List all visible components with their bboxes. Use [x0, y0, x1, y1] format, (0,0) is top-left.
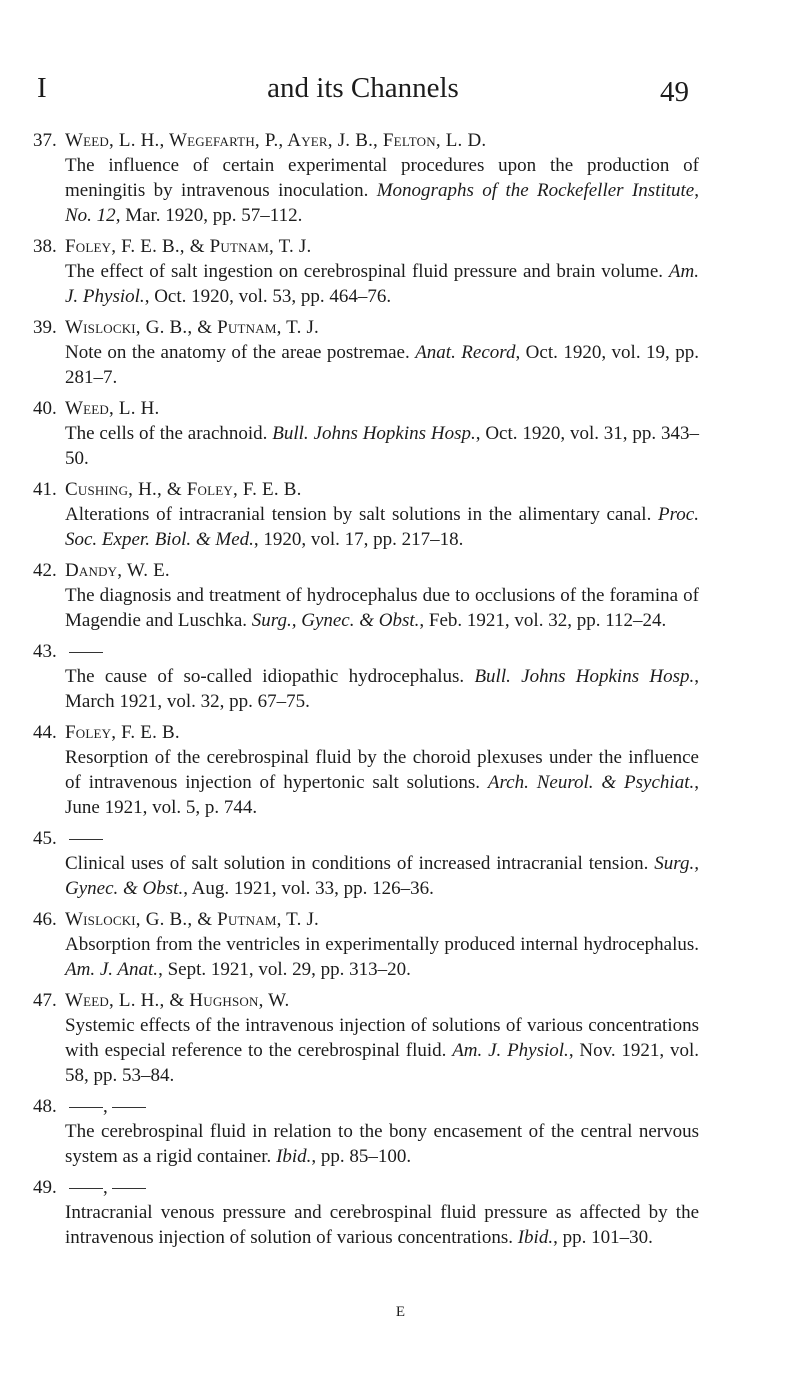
ditto-comma: , — [103, 1177, 108, 1198]
reference-authors — [65, 1176, 699, 1200]
reference-number: 47. — [33, 990, 57, 1011]
reference-number: 45. — [33, 828, 57, 849]
reference-title: The cells of the arachnoid. Bull. Johns Hopkins Hosp., Oct. 1920, vol. 31, pp. 343–50. — [65, 423, 699, 469]
reference-authors: Cushing, H., & Foley, F. E. B. — [65, 479, 302, 500]
reference-authors: Weed, L. H. — [65, 398, 160, 419]
reference-title: The influence of certain experimental procedures upon the production of meningitis by intravenous inoculation. Monographs of the Rockefeller Institute, No. 12, Mar. 1920, pp. 57–112. — [65, 155, 699, 226]
reference-title: Note on the anatomy of the areae postremae. Anat. Record, Oct. 1920, vol. 19, pp. 281–7. — [65, 342, 699, 388]
ditto-comma: , — [103, 1096, 108, 1117]
reference-title: Absorption from the ventricles in experimentally produced internal hydrocephalus. Am. J. Anat., Sept. 1921, vol. 29, pp. 313–20. — [65, 934, 699, 980]
reference-item — [33, 1176, 699, 1250]
reference-list — [33, 129, 699, 1257]
ditto-dash — [112, 1188, 146, 1189]
reference-title: Clinical uses of salt solution in conditions of increased intracranial tension. Surg., Gynec. & Obst., Aug. 1921, vol. 33, pp. 126–36. — [65, 853, 699, 899]
reference-item — [33, 129, 699, 228]
reference-item — [33, 316, 699, 390]
reference-item — [33, 397, 699, 471]
reference-item — [33, 827, 699, 901]
reference-title: The effect of salt ingestion on cerebrospinal fluid pressure and brain volume. Am. J. Physiol., Oct. 1920, vol. 53, pp. 464–76. — [65, 261, 699, 307]
reference-authors: Weed, L. H., Wegefarth, P., Ayer, J. B., Felton, L. D. — [65, 130, 487, 151]
ditto-dash — [69, 1107, 103, 1108]
page-number: 49 — [660, 76, 689, 108]
reference-number: 40. — [33, 398, 57, 419]
reference-authors — [65, 640, 699, 664]
reference-title: The cause of so-called idiopathic hydrocephalus. Bull. Johns Hopkins Hosp., March 1921, vol. 32, pp. 67–75. — [65, 666, 700, 712]
ditto-dash — [112, 1107, 146, 1108]
reference-authors: Wislocki, G. B., & Putnam, T. J. — [65, 909, 320, 930]
reference-item — [33, 235, 699, 309]
reference-number: 38. — [33, 236, 57, 257]
reference-authors: Wislocki, G. B., & Putnam, T. J. — [65, 317, 320, 338]
reference-number: 37. — [33, 130, 57, 151]
running-title: and its Channels — [267, 72, 459, 104]
reference-number: 49. — [33, 1177, 57, 1198]
reference-title: Resorption of the cerebrospinal fluid by the choroid plexuses under the influence of intravenous injection of hypertonic salt solutions. Arch. Neurol. & Psychiat., June 1921, vol. 5, p. 744. — [65, 747, 699, 818]
reference-number: 44. — [33, 722, 57, 743]
ditto-dash — [69, 839, 103, 840]
reference-title: Alterations of intracranial tension by salt solutions in the alimentary canal. Proc. Soc. Exper. Biol. & Med., 1920, vol. 17, pp. 217–18. — [65, 504, 699, 550]
ditto-dash — [69, 1188, 103, 1189]
reference-number: 41. — [33, 479, 57, 500]
reference-number: 46. — [33, 909, 57, 930]
reference-item — [33, 721, 699, 820]
reference-title: Systemic effects of the intravenous injection of solutions of various concentrations with especial reference to the cerebrospinal fluid. Am. J. Physiol., Nov. 1921, vol. 58, pp. 53–84. — [65, 1015, 699, 1086]
chapter-number: I — [37, 72, 47, 104]
reference-item — [33, 559, 699, 633]
reference-title: The cerebrospinal fluid in relation to the bony encasement of the central nervous system as a rigid container. Ibid., pp. 85–100. — [65, 1121, 699, 1167]
reference-item — [33, 989, 699, 1088]
reference-authors — [65, 827, 699, 851]
running-header — [37, 72, 689, 112]
signature-mark: E — [395, 1304, 406, 1320]
reference-title: Intracranial venous pressure and cerebrospinal fluid pressure as affected by the intravenous injection of solution of various concentrations. Ibid., pp. 101–30. — [65, 1202, 699, 1248]
reference-authors: Foley, F. E. B., & Putnam, T. J. — [65, 236, 312, 257]
ditto-dash — [69, 652, 103, 653]
reference-authors: Dandy, W. E. — [65, 560, 170, 581]
reference-number: 48. — [33, 1096, 57, 1117]
reference-authors — [65, 1095, 699, 1119]
reference-title: The diagnosis and treatment of hydrocephalus due to occlusions of the foramina of Magendie and Luschka. Surg., Gynec. & Obst., Feb. 1921, vol. 32, pp. 112–24. — [65, 585, 699, 631]
reference-item — [33, 908, 699, 982]
reference-authors: Foley, F. E. B. — [65, 722, 180, 743]
reference-number: 39. — [33, 317, 57, 338]
reference-item — [33, 478, 699, 552]
reference-number: 43. — [33, 641, 57, 662]
reference-item — [33, 640, 699, 714]
reference-authors: Weed, L. H., & Hughson, W. — [65, 990, 290, 1011]
reference-number: 42. — [33, 560, 57, 581]
reference-item — [33, 1095, 699, 1169]
